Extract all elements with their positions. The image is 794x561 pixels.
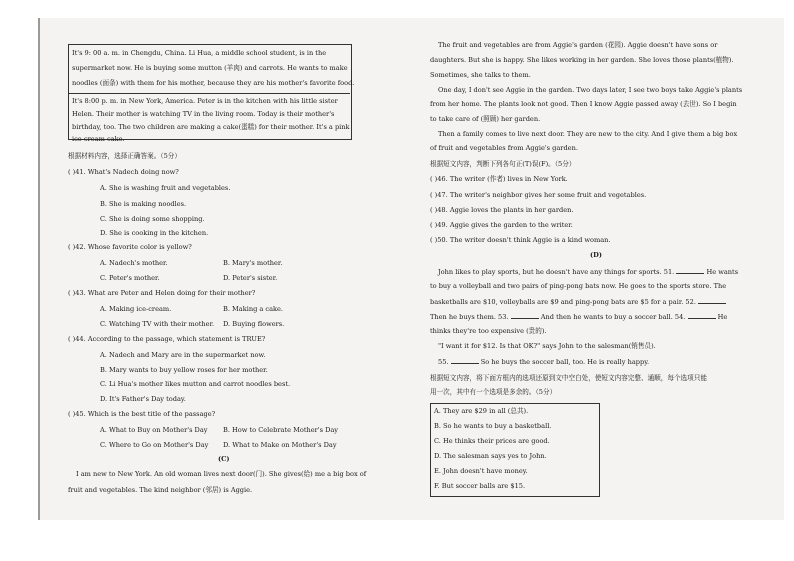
passage-b-para1-line3: noodles (面条) with them for his mother, because they are his mother's favorite food.: [72, 79, 355, 87]
passage-c-right-line6: to take care of (照顾) her garden.: [430, 115, 541, 123]
passage-d-instruction-1: 根据短文内容，将下面方框内的选项还原到文中空白处，使短文内容完整、通顺，每个选项只能: [430, 374, 707, 382]
passage-b-divider: [68, 93, 350, 94]
passage-c-right-line7: Then a family comes to live next door. They are new to the city. And I give them a big box: [438, 130, 738, 138]
passage-c-right-line5: from her home. The plants look not good. Then I know Aggie passed away (去世). So I begin: [430, 100, 737, 108]
q42-option-c: C. Peter's mother.: [100, 274, 160, 282]
passage-d-instruction-2: 用一次，其中有一个选项是多余的。（5分）: [430, 388, 557, 396]
statement-47: ( )47. The writer's neighbor gives her some fruit and vegetables.: [430, 191, 647, 199]
passage-c-instruction: 根据短文内容，判断下列各句正(T)误(F)。（5分）: [430, 160, 576, 168]
blank-53[interactable]: [511, 312, 539, 319]
passage-b-para1-line2: supermarket now. He is buying some mutton (羊肉) and carrots. He wants to make: [72, 64, 348, 72]
q43-option-b: B. Making a cake.: [223, 305, 284, 313]
passage-c-left-line1: I am new to New York. An old woman lives next door(门). She gives(给) me a big box of: [76, 470, 367, 478]
choice-f: F. But soccer balls are $15.: [434, 482, 526, 490]
q43-option-a: A. Making ice-cream.: [100, 305, 172, 313]
q43-option-c: C. Watching TV with their mother.: [100, 320, 215, 328]
passage-b-para2-line4: ice-cream cake.: [72, 135, 125, 143]
passage-d-label: (D): [590, 251, 602, 259]
passage-d-line7: 55. So he buys the soccer ball, too. He is really happy.: [438, 358, 650, 366]
exam-sheet: [38, 18, 784, 520]
choice-b: B. So he wants to buy a basketball.: [434, 422, 552, 430]
passage-b-instruction: 根据材料内容，选择正确答案。（5分）: [68, 152, 181, 160]
q41-option-c: C. She is doing some shopping.: [100, 215, 205, 223]
q44-option-d: D. It's Father's Day today.: [100, 395, 186, 403]
q44-option-a: A. Nadech and Mary are in the supermarket now.: [100, 351, 266, 359]
q45-option-b: B. How to Celebrate Mother's Day: [223, 426, 339, 434]
passage-c-right-line1: The fruit and vegetables are from Aggie's garden (花园). Aggie doesn't have sons or: [438, 41, 718, 49]
choice-c: C. He thinks their prices are good.: [434, 437, 550, 445]
q45-option-c: C. Where to Go on Mother's Day: [100, 441, 209, 449]
q44-option-b: B. Mary wants to buy yellow roses for her mother.: [100, 366, 268, 374]
passage-c-label: (C): [218, 455, 230, 463]
passage-d-line5: thinks they're too expensive (贵的).: [430, 327, 547, 335]
q45-option-d: D. What to Make on Mother's Day: [223, 441, 337, 449]
choice-d: D. The salesman says yes to John.: [434, 452, 547, 460]
choice-e: E. John doesn't have money.: [434, 467, 528, 475]
q42-option-d: D. Peter's sister.: [223, 274, 278, 282]
q41-option-a: A. She is washing fruit and vegetables.: [100, 184, 231, 192]
passage-c-right-line4: One day, I don't see Aggie in the garden. Two days later, I see two boys take Aggie's plants: [438, 86, 743, 94]
q41-option-d: D. She is cooking in the kitchen.: [100, 229, 209, 237]
passage-c-left-line2: fruit and vegetables. The kind neighbor (邻居) is Aggie.: [68, 486, 253, 494]
statement-49: ( )49. Aggie gives the garden to the writer.: [430, 221, 573, 229]
passage-c-right-line8: of fruit and vegetables from Aggie's garden.: [430, 144, 578, 152]
passage-d-line1: John likes to play sports, but he doesn't have any things for sports. 51. He wants: [438, 268, 739, 276]
passage-c-right-line2: daughters. But she is happy. She likes working in her garden. She loves those plants(植物).: [430, 56, 734, 64]
blank-55[interactable]: [451, 357, 479, 364]
q43-option-d: D. Buying flowers.: [223, 320, 285, 328]
question-44: ( )44. According to the passage, which statement is TRUE?: [68, 335, 266, 343]
question-45: ( )45. Which is the best title of the passage?: [68, 410, 216, 418]
statement-46: ( )46. The writer (作者) lives in New York.: [430, 175, 568, 183]
choice-a: A. They are $29 in all (总共).: [434, 407, 529, 415]
q41-option-b: B. She is making noodles.: [100, 200, 187, 208]
q44-option-c: C. Li Hua's mother likes mutton and carrot noodles best.: [100, 380, 291, 388]
blank-54[interactable]: [688, 312, 716, 319]
passage-b-para2-line2: Helen. Their mother is watching TV in the living room. Today is their mother's: [72, 110, 335, 118]
passage-b-para1-line1: It's 9: 00 a. m. in Chengdu, China. Li Hua, a middle school student, is in the: [72, 49, 327, 57]
q42-option-a: A. Nadech's mother.: [100, 259, 168, 267]
question-41: ( )41. What's Nadech doing now?: [68, 168, 179, 176]
statement-50: ( )50. The writer doesn't think Aggie is a kind woman.: [430, 236, 611, 244]
passage-d-line6: "I want it for $12. Is that OK?" says John to the salesman(销售员).: [438, 342, 656, 350]
q42-option-b: B. Mary's mother.: [223, 259, 283, 267]
passage-d-line3: basketballs are $10, volleyballs are $9 and ping-pong bats are $5 for a pair. 52.: [430, 297, 726, 306]
statement-48: ( )48. Aggie loves the plants in her garden.: [430, 206, 574, 214]
question-43: ( )43. What are Peter and Helen doing for their mother?: [68, 289, 256, 297]
passage-b-para2-line3: birthday, too. The two children are making a cake(蛋糕) for their mother. It's a pink: [72, 123, 350, 131]
passage-c-right-line3: Sometimes, she talks to them.: [430, 71, 531, 79]
passage-b-para2-line1: It's 8:00 p. m. in New York, America. Peter is in the kitchen with his little sister: [72, 97, 338, 105]
question-42: ( )42. Whose favorite color is yellow?: [68, 243, 192, 251]
blank-51[interactable]: [676, 267, 704, 274]
blank-52[interactable]: [698, 297, 726, 304]
q45-option-a: A. What to Buy on Mother's Day: [100, 426, 208, 434]
passage-d-line2: to buy a volleyball and two pairs of ping-pong bats now. He goes to the sports store. The: [430, 282, 727, 290]
passage-d-line4: Then he buys them. 53. And then he wants to buy a soccer ball. 54. He: [430, 313, 728, 321]
